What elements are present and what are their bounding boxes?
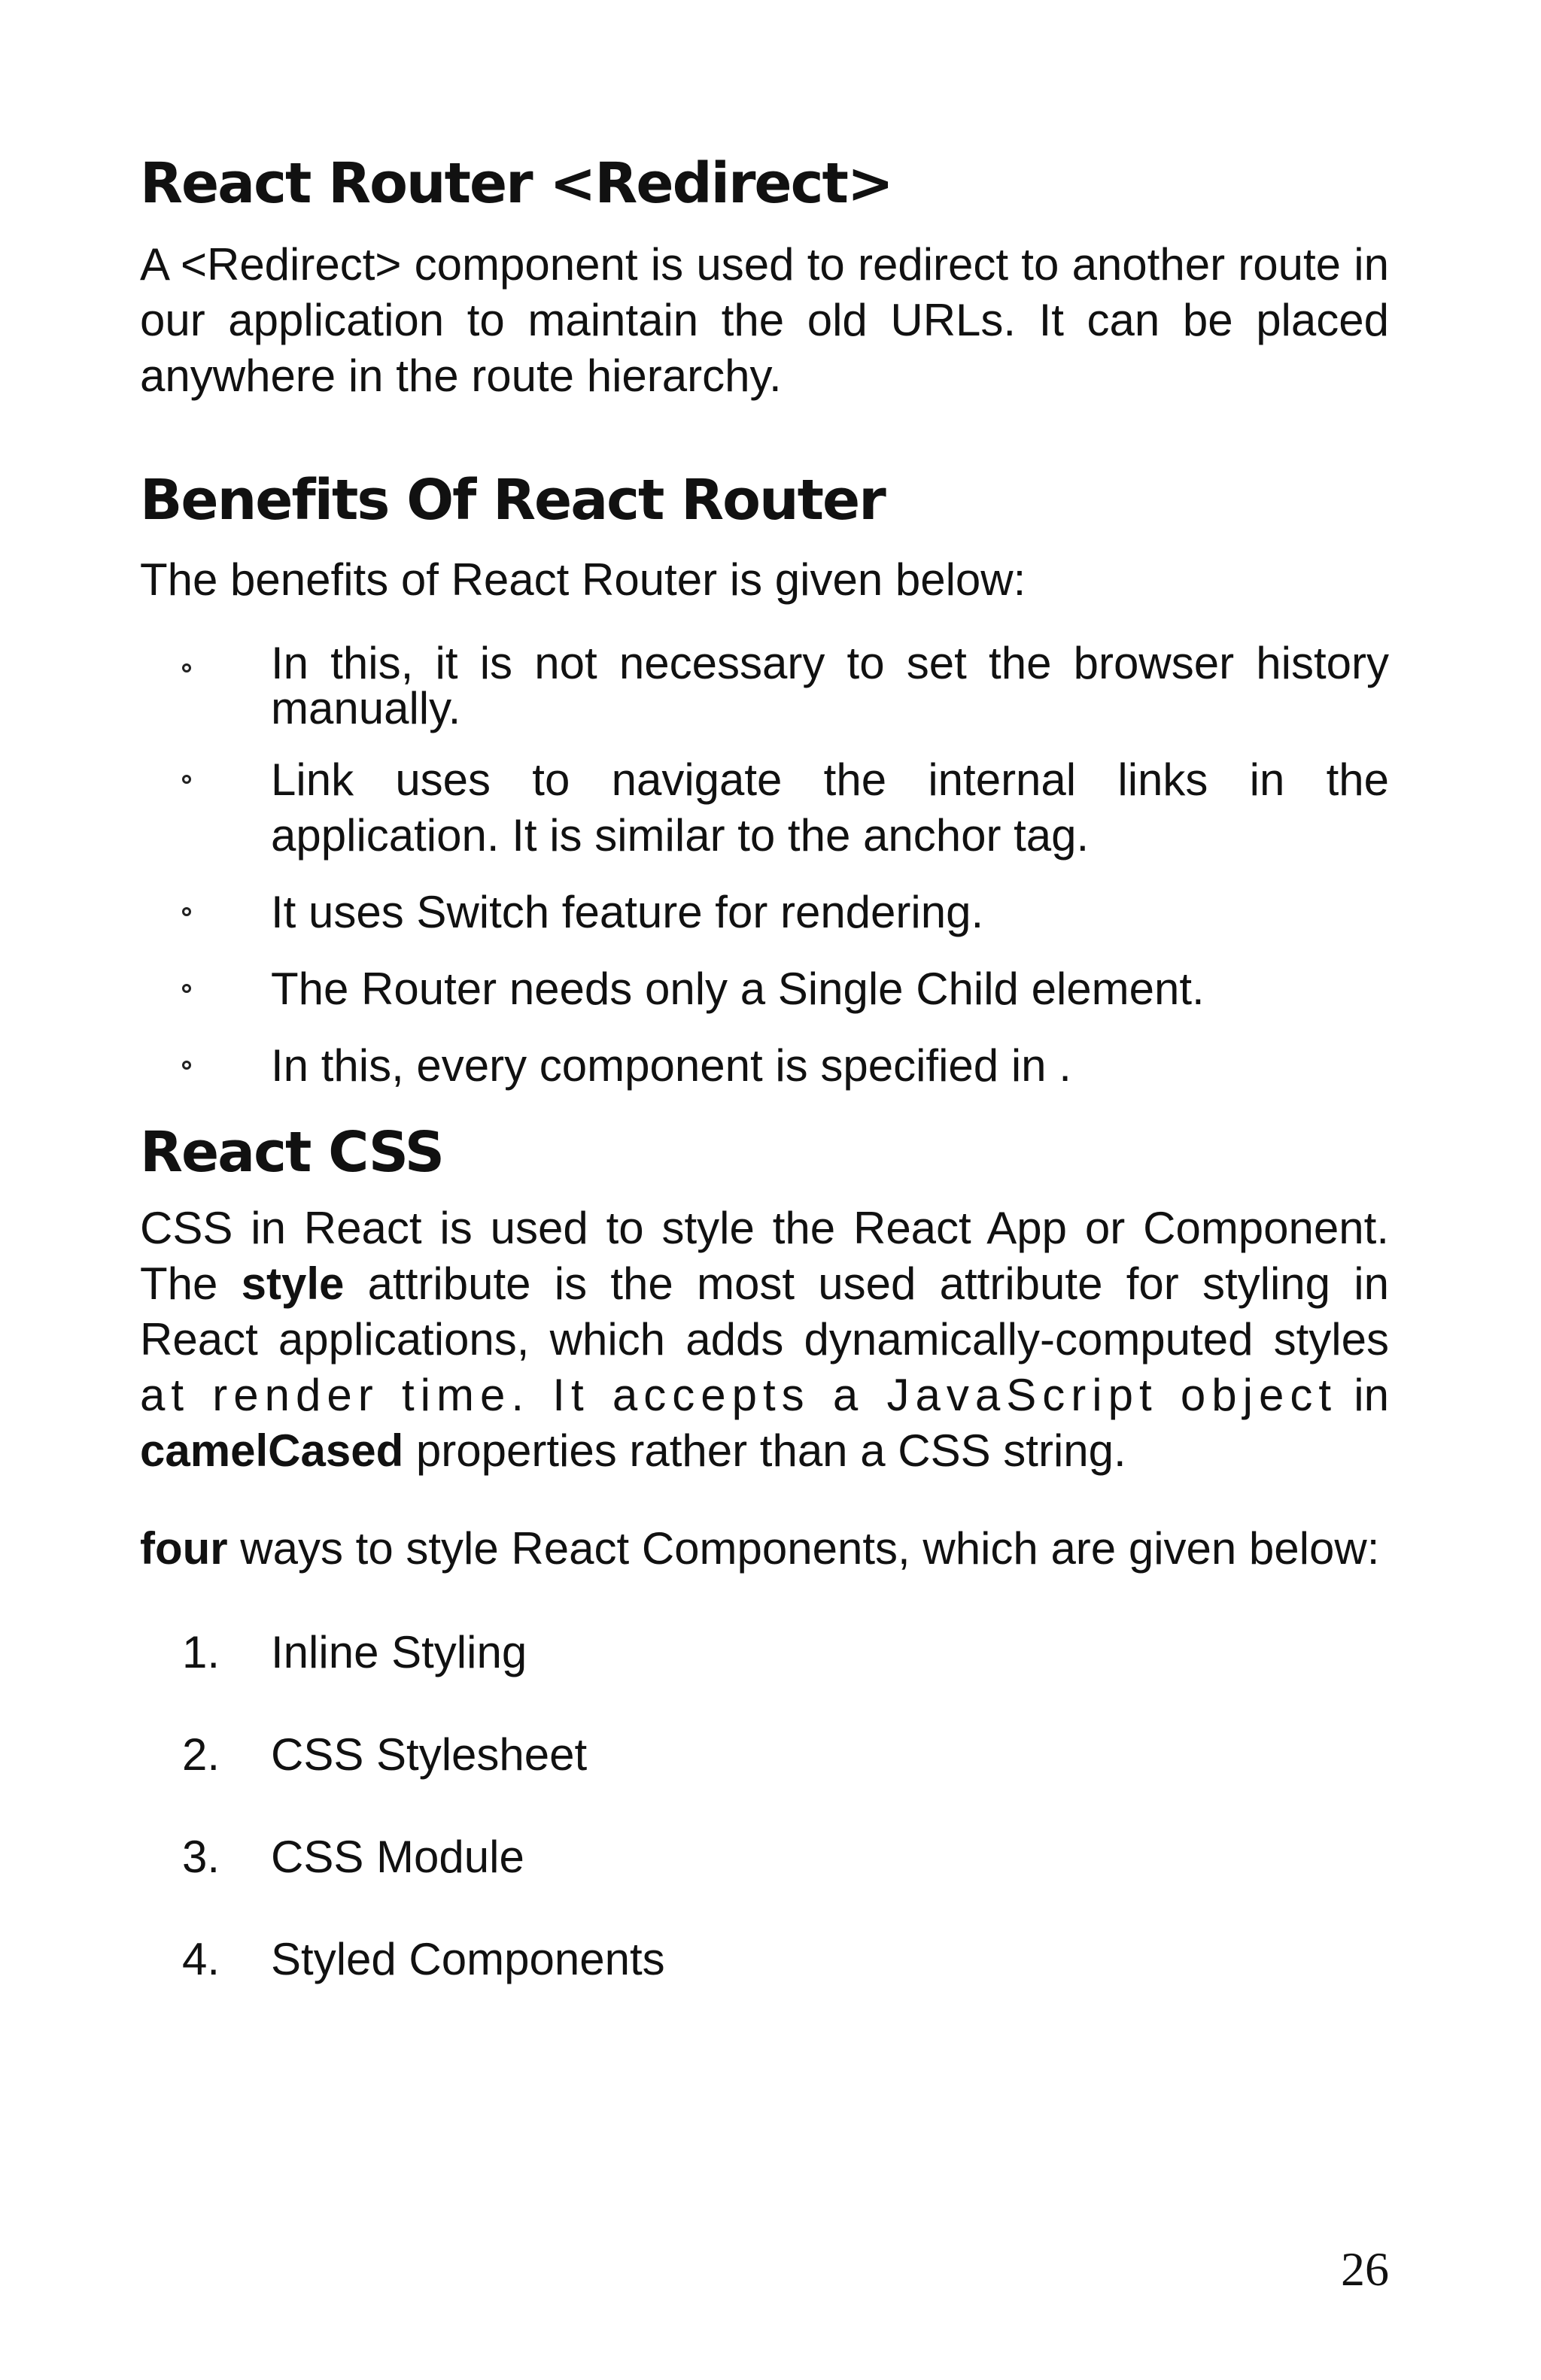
list-item [140, 1625, 1389, 1727]
list-item-number: 4. [182, 1934, 220, 1985]
heading-benefits: Benefits Of React Router [140, 467, 885, 533]
list-item [140, 637, 1389, 733]
list-item-text: It uses Switch feature for rendering. [271, 886, 984, 937]
text-run: in [1354, 1370, 1389, 1421]
list-item-text: CSS Module [271, 1832, 524, 1883]
styling-ways-list [140, 1625, 1389, 2034]
list-item-text: Link uses to navigate the internal links in the application. It is similar to the anchor tag. [271, 754, 1389, 861]
list-item-text: In this, every component is specified in . [271, 1040, 1071, 1091]
page-content [140, 150, 1389, 2034]
bold-term-camelcased: camelCased [140, 1425, 404, 1477]
list-item-number: 2. [182, 1729, 220, 1780]
heading-react-router-redirect: React Router <Redirect> [140, 151, 892, 216]
list-item [140, 1932, 1389, 2034]
bold-term-style: style [241, 1258, 345, 1310]
list-item-text: Styled Components [271, 1934, 665, 1985]
list-item-text: Inline Styling [271, 1627, 527, 1678]
list-item [140, 1038, 1389, 1094]
circle-bullet-icon [182, 907, 191, 916]
bold-term-four: four [140, 1523, 228, 1574]
page-number: 26 [1341, 2242, 1389, 2296]
heading-react-css: React CSS [140, 1119, 444, 1185]
list-item-text: In this, it is not necessary to set the browser history manually. [271, 637, 1389, 733]
text-run: attribute is the most used attribute for styling in React applications, which adds dynamically-computed styles [140, 1258, 1389, 1365]
circle-bullet-icon [182, 775, 191, 784]
circle-bullet-icon [182, 1061, 191, 1070]
paragraph-benefits-intro: The benefits of React Router is given below: [140, 554, 1026, 605]
list-item-text: The Router needs only a Single Child element. [271, 963, 1205, 1014]
list-item [140, 752, 1389, 864]
list-item [140, 885, 1389, 940]
list-item [140, 961, 1389, 1017]
benefits-list [140, 637, 1389, 1094]
text-run: CSS in React is used to style the React App or Component. The [140, 1203, 1389, 1310]
list-item-number: 1. [182, 1627, 220, 1678]
list-item [140, 1829, 1389, 1932]
paragraph-four-ways [140, 1521, 1389, 1577]
list-item [140, 1727, 1389, 1829]
text-run-spaced: at render time. It accepts a JavaScript object [140, 1370, 1338, 1421]
circle-bullet-icon [182, 663, 191, 672]
circle-bullet-icon [182, 984, 191, 993]
paragraph-redirect: A <Redirect> component is used to redirect to another route in our application to maintain the old URLs. It can be placed anywhere in the route hierarchy. [140, 238, 1389, 401]
text-run: ways to style React Components, which are given below: [227, 1523, 1380, 1574]
paragraph-css-intro [140, 1201, 1389, 1479]
list-item-text: CSS Stylesheet [271, 1729, 588, 1780]
list-item-number: 3. [182, 1832, 220, 1883]
text-run: properties rather than a CSS string. [403, 1425, 1126, 1477]
